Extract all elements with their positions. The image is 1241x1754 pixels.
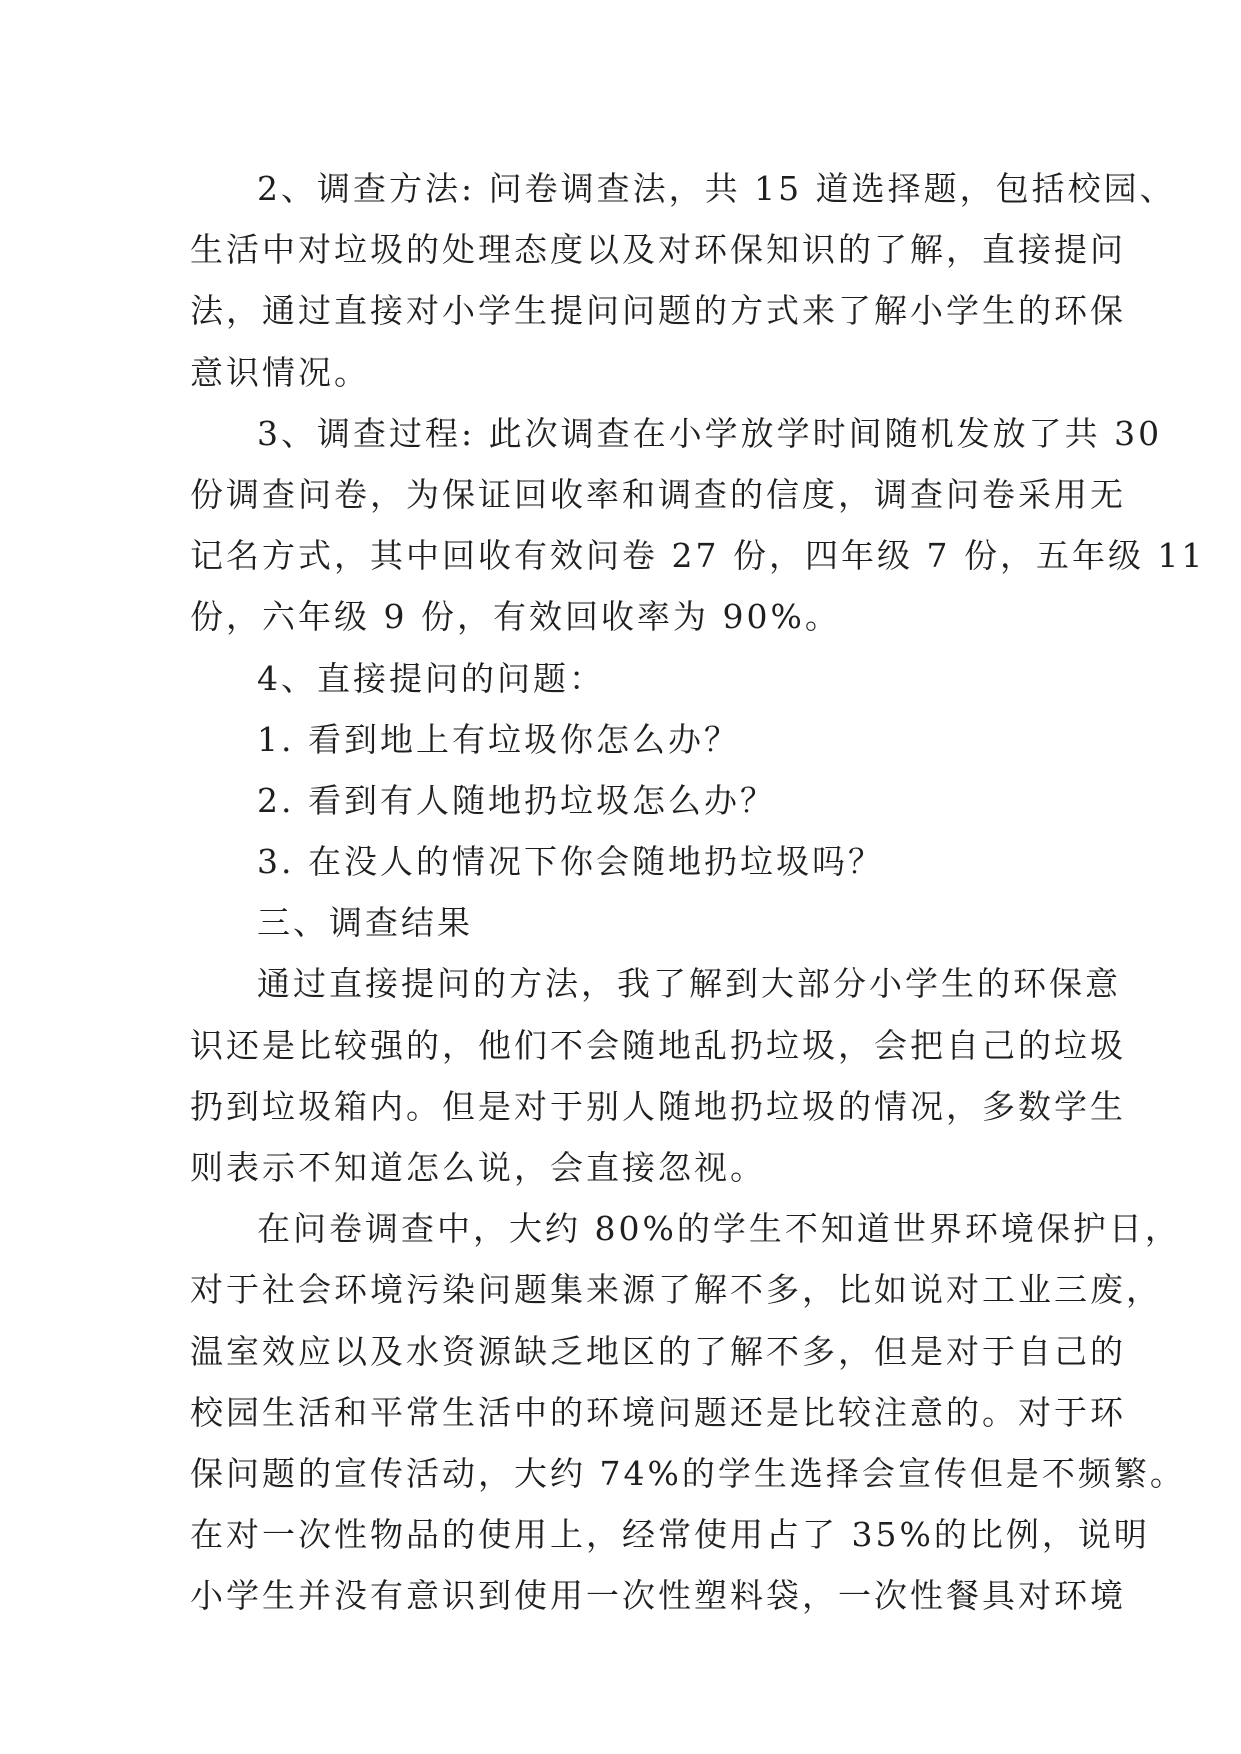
- document-body: [190, 158, 1206, 1627]
- text-line: 记名方式，其中回收有效问卷 27 份，四年级 7 份，五年级 11: [190, 536, 1206, 576]
- text-line: 4、直接提问的问题：: [257, 658, 605, 698]
- text-line: 在问卷调查中，大约 80%的学生不知道世界环境保护日，: [257, 1209, 1181, 1249]
- text-line: 对于社会环境污染问题集来源了解不多，比如说对工业三废，: [190, 1270, 1162, 1310]
- text-line: 在对一次性物品的使用上，经常使用占了 35%的比例，说明: [190, 1515, 1150, 1555]
- text-line: 识还是比较强的，他们不会随地乱扔垃圾，会把自己的垃圾: [190, 1025, 1126, 1065]
- text-line: 通过直接提问的方法，我了解到大部分小学生的环保意: [257, 964, 1121, 1004]
- text-line: 3、调查过程: 此次调查在小学放学时间随机发放了共 30: [257, 413, 1163, 453]
- text-line: 则表示不知道怎么说，会直接忽视。: [190, 1148, 766, 1187]
- text-line: 保问题的宣传活动，大约 74%的学生选择会宣传但是不频繁。: [190, 1453, 1186, 1493]
- text-line: 扔到垃圾箱内。但是对于别人随地扔垃圾的情况，多数学生: [190, 1086, 1126, 1126]
- text-line: 2. 看到有人随地扔垃圾怎么办？: [257, 780, 776, 820]
- text-line: 小学生并没有意识到使用一次性塑料袋，一次性餐具对环境: [190, 1576, 1126, 1616]
- text-line: 法，通过直接对小学生提问问题的方式来了解小学生的环保: [190, 291, 1126, 331]
- text-line: 意识情况。: [190, 352, 370, 392]
- text-line: 校园生活和平常生活中的环境问题还是比较注意的。对于环: [190, 1392, 1126, 1432]
- text-line: 份调查问卷，为保证回收率和调查的信度，调查问卷采用无: [190, 474, 1126, 514]
- text-line: 三、调查结果: [257, 903, 473, 943]
- text-line: 温室效应以及水资源缺乏地区的了解不多，但是对于自己的: [190, 1331, 1126, 1371]
- text-line: 份，六年级 9 份，有效回收率为 90%。: [190, 597, 841, 637]
- text-line: 3. 在没人的情况下你会随地扔垃圾吗？: [257, 842, 884, 882]
- text-line: 1. 看到地上有垃圾你怎么办？: [257, 719, 740, 759]
- text-line: 2、调查方法: 问卷调查法，共 15 道选择题，包括校园、: [257, 169, 1176, 208]
- text-line: 生活中对垃圾的处理态度以及对环保知识的了解，直接提问: [190, 230, 1126, 270]
